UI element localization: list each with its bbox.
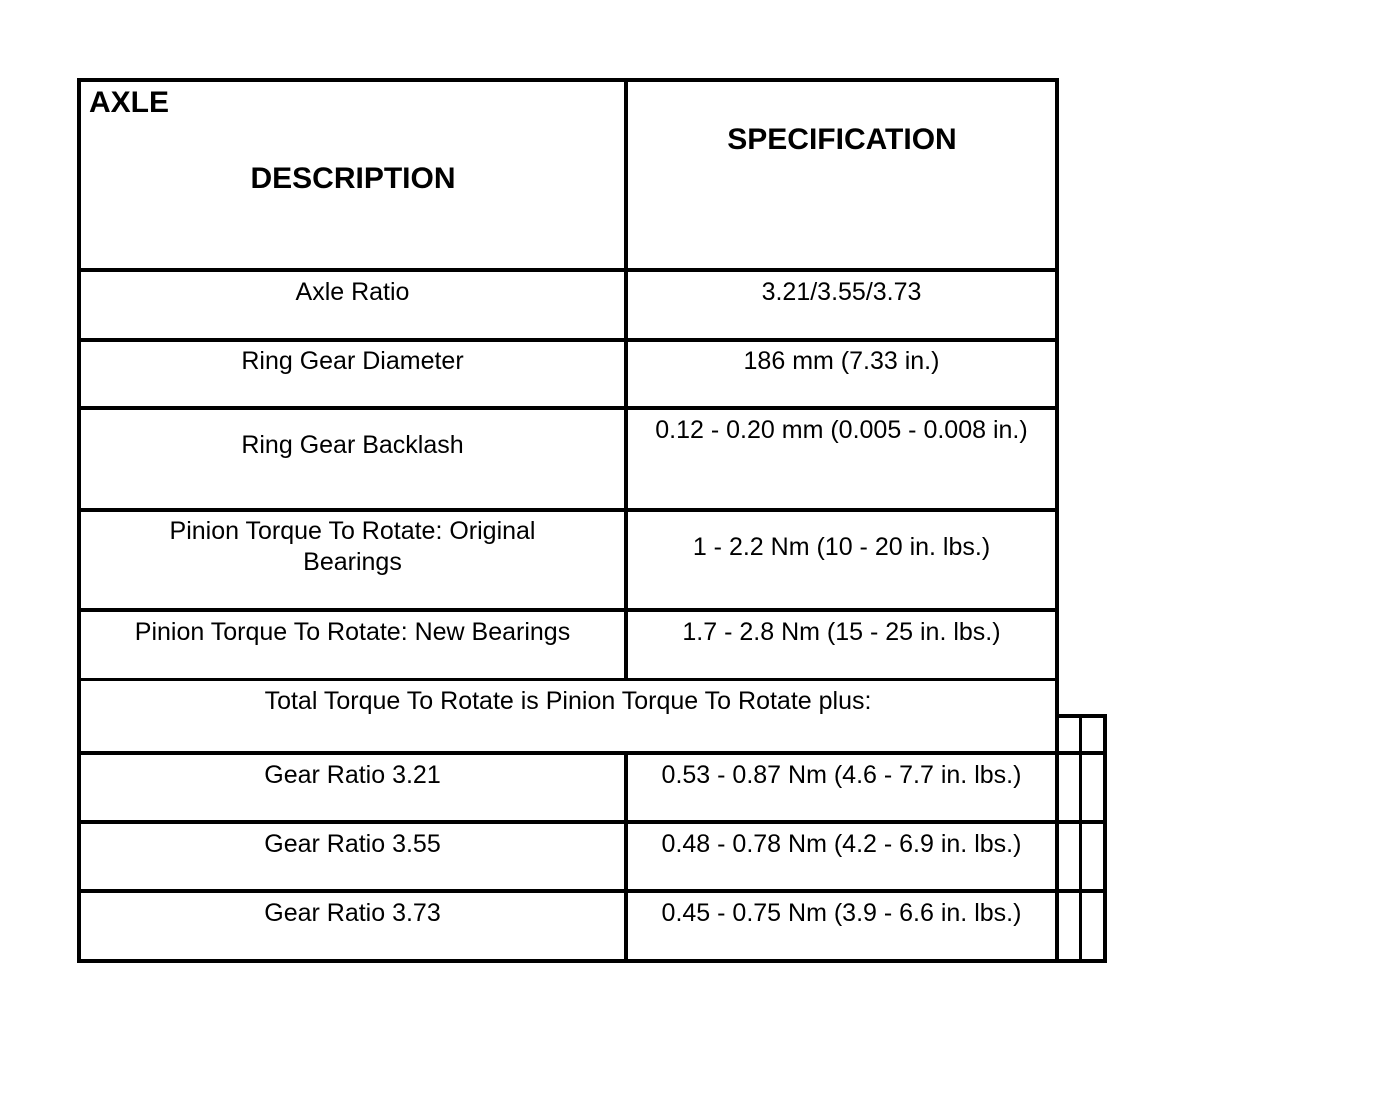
row-separator — [77, 508, 1059, 512]
row-separator — [77, 268, 1059, 272]
extra-column-divider — [1079, 714, 1082, 963]
gear-ratio-description: Gear Ratio 3.21 — [264, 761, 441, 789]
header-axle: AXLE — [89, 86, 170, 119]
row-ring-gear-diameter-specification: 186 mm (7.33 in.) — [743, 347, 940, 375]
gear-ratio-specification: 0.53 - 0.87 Nm (4.6 - 7.7 in. lbs.) — [661, 761, 1022, 789]
row-ring-gear-backlash-specification: 0.12 - 0.20 mm (0.005 - 0.008 in.) — [655, 416, 1028, 444]
row-separator — [77, 820, 1107, 824]
header-description: DESCRIPTION — [250, 162, 456, 195]
row-separator — [77, 751, 1107, 755]
row-separator — [77, 678, 1059, 681]
gear-ratio-description: Gear Ratio 3.73 — [264, 899, 441, 927]
row-pinion-original-specification: 1 - 2.2 Nm (10 - 20 in. lbs.) — [692, 533, 991, 561]
row-pinion-original-description: Pinion Torque To Rotate: Original Bearings — [169, 517, 536, 576]
row-separator — [77, 608, 1059, 612]
row-separator — [77, 889, 1107, 893]
header-specification: SPECIFICATION — [727, 123, 957, 156]
row-separator — [77, 338, 1059, 342]
gear-ratio-description: Gear Ratio 3.55 — [264, 830, 441, 858]
gear-ratio-specification: 0.48 - 0.78 Nm (4.2 - 6.9 in. lbs.) — [661, 830, 1022, 858]
total-torque-note: Total Torque To Rotate is Pinion Torque To Rotate plus: — [264, 687, 872, 715]
table-border-right — [1055, 78, 1059, 963]
row-separator — [77, 406, 1059, 410]
table-border-bottom — [77, 959, 1107, 963]
row-ring-gear-backlash-description: Ring Gear Backlash — [241, 431, 464, 459]
row-axle-ratio-specification: 3.21/3.55/3.73 — [761, 278, 922, 306]
row-pinion-new-description: Pinion Torque To Rotate: New Bearings — [134, 618, 571, 646]
gear-ratio-specification: 0.45 - 0.75 Nm (3.9 - 6.6 in. lbs.) — [661, 899, 1022, 927]
extra-column-right — [1103, 714, 1107, 963]
row-pinion-new-specification: 1.7 - 2.8 Nm (15 - 25 in. lbs.) — [682, 618, 1001, 646]
row-axle-ratio-description: Axle Ratio — [295, 278, 410, 306]
table-border-top — [77, 78, 1059, 82]
row-ring-gear-diameter-description: Ring Gear Diameter — [241, 347, 464, 375]
